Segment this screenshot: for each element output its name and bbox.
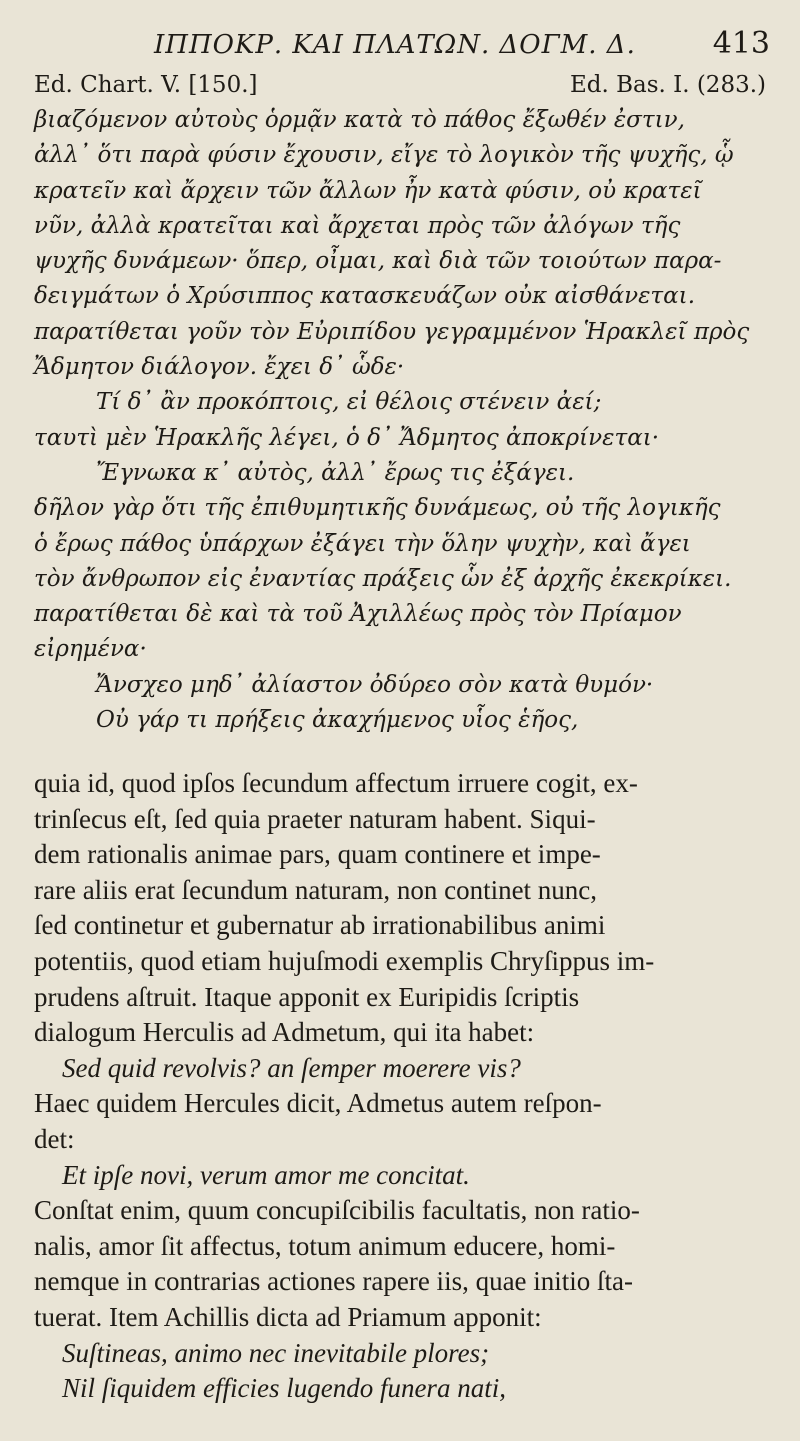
- latin-line: Haec quidem Hercules dicit, Admetus autem reſpon-: [34, 1088, 602, 1119]
- running-title: ΙΠΠΟΚΡ. ΚΑΙ ΠΛΑΤΩΝ. ΔΟΓΜ. Δ.: [154, 30, 636, 60]
- greek-line: παρατίθεται δὲ καὶ τὰ τοῦ Ἀχιλλέως πρὸς τὸν Πρίαμον: [34, 601, 682, 628]
- greek-line: ἀλλ᾿ ὅτι παρὰ φύσιν ἔχουσιν, εἴγε τὸ λογικὸν τῆς ψυχῆς, ᾧ: [34, 142, 734, 169]
- greek-line: ψυχῆς δυνάμεων· ὅπερ, οἶμαι, καὶ διὰ τῶν τοιούτων παρα-: [34, 248, 722, 275]
- greek-line: τὸν ἄνθρωπον εἰς ἐναντίας πράξεις ὧν ἐξ ἀρχῆς ἐκεκρίκει.: [34, 565, 732, 592]
- latin-line: det:: [34, 1123, 75, 1154]
- greek-line: παρατίθεται γοῦν τὸν Εὐριπίδου γεγραμμένον Ἡρακλεῖ πρὸς: [34, 318, 750, 345]
- edition-line: [34, 72, 766, 102]
- greek-line: Ἄδμητον διάλογον. ἔχει δ᾿ ὧδε·: [34, 354, 405, 381]
- latin-line: dem rationalis animae pars, quam continere et impe-: [34, 839, 601, 870]
- latin-text-block: [34, 766, 764, 1407]
- greek-verse-line: Ἄνσχεο μηδ᾿ ἀλίαστον ὀδύρεο σὸν κατὰ θυμόν·: [96, 671, 654, 698]
- latin-line: nalis, amor ſit affectus, totum animum educere, homi-: [34, 1230, 616, 1261]
- greek-line: ὁ ἔρως πάθος ὑπάρχων ἐξάγει τὴν ὅλην ψυχὴν, καὶ ἄγει: [34, 530, 691, 557]
- latin-verse-line: Suſtineas, animo nec inevitabile plores;: [62, 1337, 490, 1368]
- greek-text-block: [34, 103, 764, 738]
- latin-line: tuerat. Item Achillis dicta ad Priamum apponit:: [34, 1301, 542, 1332]
- latin-line: prudens aſtruit. Itaque apponit ex Euripidis ſcriptis: [34, 981, 580, 1012]
- latin-verse-line: Sed quid revolvis? an ſemper moerere vis?: [62, 1052, 521, 1083]
- latin-line: Conſtat enim, quum concupiſcibilis facultatis, non ratio-: [34, 1195, 640, 1226]
- greek-line: δειγμάτων ὁ Χρύσιππος κατασκευάζων οὐκ αἰσθάνεται.: [34, 283, 696, 310]
- latin-line: rare aliis erat ſecundum naturam, non continet nunc,: [34, 874, 598, 905]
- greek-verse-line: Οὐ γάρ τι πρήξεις ἀκαχήμενος υἷος ἑῆος,: [96, 707, 579, 734]
- latin-line: dialogum Herculis ad Admetum, qui ita habet:: [34, 1017, 535, 1048]
- latin-line: trinſecus eſt, ſed quia praeter naturam habent. Siqui-: [34, 803, 596, 834]
- greek-line: εἰρημένα·: [34, 636, 147, 663]
- latin-line: ſed continetur et gubernatur ab irrationabilibus animi: [34, 910, 606, 941]
- greek-verse-line: Ἔγνωκα κ᾿ αὐτὸς, ἀλλ᾿ ἔρως τις ἐξάγει.: [96, 459, 575, 486]
- latin-verse-line: Et ipſe novi, verum amor me concitat.: [62, 1159, 470, 1190]
- greek-verse-line: Τί δ᾿ ἂν προκόπτοις, εἰ θέλοις στένειν ἀεί;: [96, 389, 602, 416]
- greek-line: δῆλον γὰρ ὅτι τῆς ἐπιθυμητικῆς δυνάμεως, οὐ τῆς λογικῆς: [34, 495, 721, 522]
- latin-line: nemque in contrarias actiones rapere iis, quae initio ſta-: [34, 1266, 634, 1297]
- edition-chartier: Ed. Chart. V. [150.]: [34, 72, 258, 98]
- latin-line: potentiis, quod etiam hujuſmodi exemplis Chryſippus im-: [34, 945, 655, 976]
- greek-line: νῦν, ἀλλὰ κρατεῖται καὶ ἄρχεται πρὸς τῶν ἀλόγων τῆς: [34, 212, 681, 239]
- edition-basel: Ed. Bas. I. (283.): [569, 72, 766, 98]
- running-head: [34, 26, 770, 66]
- page-number: 413: [712, 26, 770, 61]
- greek-line: βιαζόμενον αὐτοὺς ὁρμᾷν κατὰ τὸ πάθος ἔξωθέν ἐστιν,: [34, 107, 685, 133]
- latin-verse-line: Nil ſiquidem efficies lugendo funera nati,: [62, 1373, 506, 1404]
- greek-line: ταυτὶ μὲν Ἡρακλῆς λέγει, ὁ δ᾿ Ἄδμητος ἀποκρίνεται·: [34, 424, 660, 451]
- latin-line: quia id, quod ipſos ſecundum affectum irruere cogit, ex-: [34, 768, 638, 798]
- greek-line: κρατεῖν καὶ ἄρχειν τῶν ἄλλων ἦν κατὰ φύσιν, οὐ κρατεῖ: [34, 177, 702, 204]
